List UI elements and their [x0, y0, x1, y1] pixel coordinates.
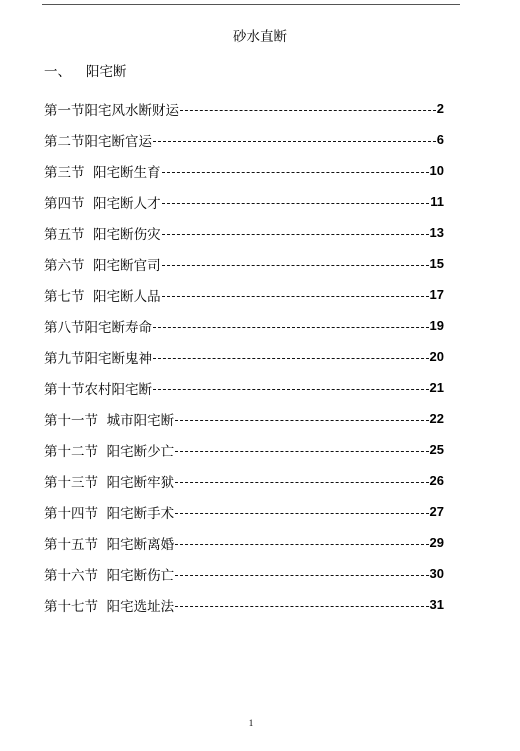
toc-entry[interactable]: [44, 434, 444, 465]
table-of-contents: [44, 93, 444, 620]
toc-dot-leader: [162, 234, 429, 235]
toc-dot-leader: [175, 513, 428, 514]
toc-entry-page: 6: [436, 132, 444, 147]
toc-entry-page: 13: [429, 225, 444, 240]
toc-dot-leader: [162, 172, 429, 173]
toc-entry-title: 第十一节 城市阳宅断: [44, 412, 175, 429]
toc-entry-page: 22: [429, 411, 444, 426]
toc-entry[interactable]: [44, 341, 444, 372]
toc-entry-title: 第十七节 阳宅选址法: [44, 598, 175, 615]
toc-entry[interactable]: [44, 558, 444, 589]
toc-entry-page: 27: [429, 504, 444, 519]
toc-entry[interactable]: [44, 124, 444, 155]
toc-entry[interactable]: [44, 93, 444, 124]
page-number: 1: [248, 718, 254, 728]
toc-entry-page: 17: [429, 287, 444, 302]
section-number: 一、: [44, 64, 71, 80]
toc-dot-leader: [153, 389, 429, 390]
toc-entry-page: 29: [429, 535, 444, 550]
section-heading: [44, 63, 127, 81]
toc-entry-title: 第五节 阳宅断伤灾: [44, 226, 161, 243]
toc-entry-page: 2: [436, 101, 444, 116]
toc-entry[interactable]: [44, 186, 444, 217]
toc-dot-leader: [180, 110, 436, 111]
toc-entry-title: 第八节阳宅断寿命: [44, 319, 152, 336]
toc-entry[interactable]: [44, 279, 444, 310]
toc-entry-page: 20: [429, 349, 444, 364]
toc-entry-title: 第十五节 阳宅断离婚: [44, 536, 175, 553]
document-title: 砂水直断: [233, 29, 287, 45]
toc-entry-page: 10: [429, 163, 444, 178]
toc-dot-leader: [175, 575, 428, 576]
toc-dot-leader: [175, 482, 428, 483]
toc-entry-title: 第三节 阳宅断生育: [44, 164, 161, 181]
toc-entry-page: 26: [429, 473, 444, 488]
toc-entry-title: 第四节 阳宅断人才: [44, 195, 161, 212]
toc-entry[interactable]: [44, 217, 444, 248]
toc-entry-title: 第十三节 阳宅断牢狱: [44, 474, 175, 491]
toc-dot-leader: [175, 544, 428, 545]
toc-entry[interactable]: [44, 589, 444, 620]
toc-dot-leader: [175, 606, 428, 607]
toc-entry-page: 15: [429, 256, 444, 271]
toc-dot-leader: [162, 203, 430, 204]
toc-entry-title: 第十二节 阳宅断少亡: [44, 443, 175, 460]
toc-entry[interactable]: [44, 496, 444, 527]
header-rule: [42, 4, 460, 5]
toc-dot-leader: [153, 327, 429, 328]
toc-entry-page: 25: [429, 442, 444, 457]
toc-entry[interactable]: [44, 310, 444, 341]
toc-dot-leader: [175, 420, 428, 421]
toc-entry-page: 19: [429, 318, 444, 333]
toc-dot-leader: [153, 358, 429, 359]
toc-entry-title: 第七节 阳宅断人品: [44, 288, 161, 305]
toc-entry[interactable]: [44, 527, 444, 558]
toc-entry-page: 11: [430, 194, 444, 209]
toc-entry-page: 21: [429, 380, 444, 395]
toc-entry-title: 第十四节 阳宅断手术: [44, 505, 175, 522]
toc-entry[interactable]: [44, 372, 444, 403]
toc-entry[interactable]: [44, 465, 444, 496]
section-title: 阳宅断: [86, 64, 127, 80]
toc-entry-title: 第二节阳宅断官运: [44, 133, 152, 150]
toc-entry-page: 30: [429, 566, 444, 581]
toc-entry[interactable]: [44, 155, 444, 186]
toc-entry-page: 31: [429, 597, 444, 612]
toc-entry-title: 第九节阳宅断鬼神: [44, 350, 152, 367]
toc-dot-leader: [153, 141, 436, 142]
toc-entry-title: 第十节农村阳宅断: [44, 381, 152, 398]
toc-dot-leader: [162, 265, 429, 266]
toc-entry-title: 第六节 阳宅断官司: [44, 257, 161, 274]
toc-dot-leader: [175, 451, 428, 452]
toc-entry-title: 第十六节 阳宅断伤亡: [44, 567, 175, 584]
toc-entry-title: 第一节阳宅风水断财运: [44, 102, 179, 119]
toc-entry[interactable]: [44, 403, 444, 434]
toc-dot-leader: [162, 296, 429, 297]
toc-entry[interactable]: [44, 248, 444, 279]
